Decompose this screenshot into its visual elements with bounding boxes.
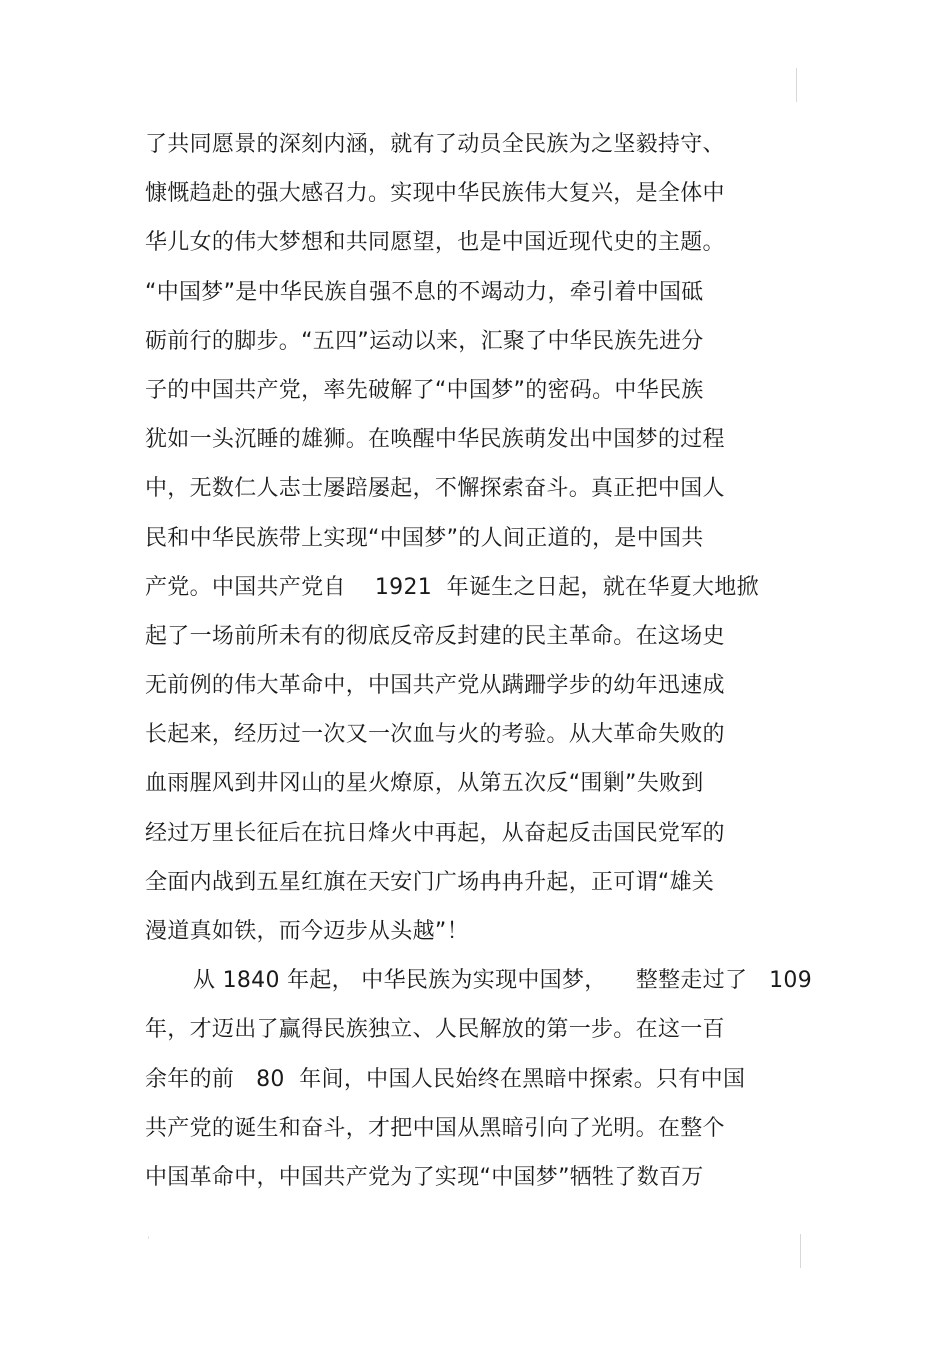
text-line: 犹如一头沉睡的雄狮。在唤醒中华民族萌发出中国梦的过程 — [145, 427, 725, 453]
text-line: “中国梦”是中华民族自强不息的不竭动力，牵引着中国砥 — [145, 279, 704, 305]
text-line: 漫道真如铁，而今迈步从头越”！ — [145, 919, 469, 944]
text-line: 砺前行的脚步。“五四”运动以来，汇聚了中华民族先进分 — [145, 328, 704, 354]
page-corner-mark — [796, 68, 797, 102]
text-line: 无前例的伟大革命中，中国共产党从蹒跚学步的幼年迅速成 — [145, 673, 725, 699]
text-line: 共产党的诞生和奋斗，才把中国从黑暗引向了光明。在整个 — [145, 1115, 725, 1141]
text-line: 余年的前 80 年间，中国人民始终在黑暗中探索。只有中国 — [145, 1066, 746, 1092]
text-line: 了共同愿景的深刻内涵，就有了动员全民族为之坚毅持守、 — [145, 132, 725, 157]
text-line: 长起来，经历过一次又一次血与火的考验。从大革命失败的 — [145, 722, 725, 748]
paragraph-start-line: 从 1840 年起， 中华民族为实现中国梦， 整整走过了 109 — [193, 968, 813, 994]
text-line: 华儿女的伟大梦想和共同愿望，也是中国近现代史的主题。 — [145, 230, 725, 256]
text-line: 中，无数仁人志士屡踣屡起，不懈探索奋斗。真正把中国人 — [145, 476, 725, 502]
text-line: 经过万里长征后在抗日烽火中再起，从奋起反击国民党军的 — [145, 820, 725, 846]
text-line: 子的中国共产党，率先破解了“中国梦”的密码。中华民族 — [145, 377, 704, 403]
text-line: 年，才迈出了赢得民族独立、人民解放的第一步。在这一百 — [145, 1017, 725, 1043]
body-text — [145, 120, 825, 1202]
text-line: 慷慨趋赴的强大感召力。实现中华民族伟大复兴，是全体中 — [145, 181, 725, 207]
text-line: 起了一场前所未有的彻底反帝反封建的民主革命。在这场史 — [145, 623, 725, 649]
text-line: 中国革命中，中国共产党为了实现“中国梦”牺牲了数百万 — [145, 1164, 704, 1190]
text-line: 产党。中国共产党自 1921 年诞生之日起，就在华夏大地掀 — [145, 574, 759, 600]
text-line: 全面内战到五星红旗在天安门广场冉冉升起，正可谓“雄关 — [145, 869, 715, 895]
text-line: 血雨腥风到井冈山的星火燎原，从第五次反“围剿”失败到 — [145, 771, 704, 797]
page-corner-mark — [148, 1236, 149, 1239]
page-corner-mark — [800, 1234, 801, 1268]
text-line: 民和中华民族带上实现“中国梦”的人间正道的，是中国共 — [145, 525, 704, 551]
